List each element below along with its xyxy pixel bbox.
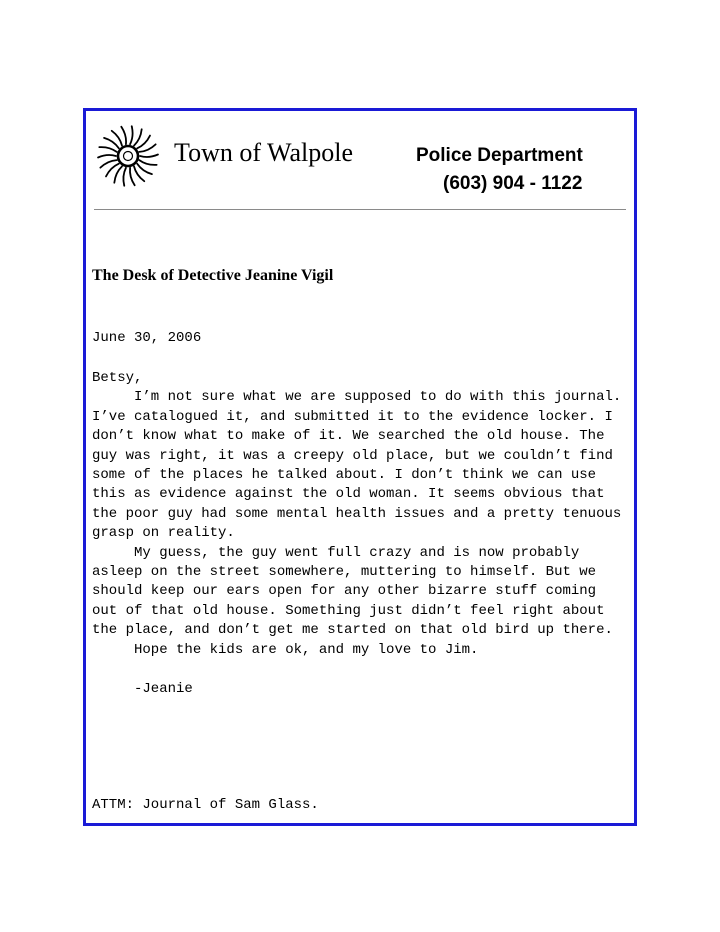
letter-line: I’m not sure what we are supposed to do with this journal. bbox=[92, 389, 622, 406]
letter-line: grasp on reality. bbox=[92, 525, 235, 542]
letter-line: Hope the kids are ok, and my love to Jim. bbox=[92, 641, 479, 658]
letter-body bbox=[92, 369, 621, 660]
header-divider bbox=[94, 209, 626, 210]
letter-line: asleep on the street somewhere, muttering to himself. But we bbox=[92, 564, 597, 581]
letter-line: Betsy, bbox=[92, 370, 143, 386]
letter-line: My guess, the guy went full crazy and is now probably bbox=[92, 544, 580, 561]
letter-date: June 30, 2006 bbox=[92, 330, 202, 346]
letterhead-frame bbox=[83, 108, 637, 826]
letter-line: guy was right, it was a creepy old place, but we couldn’t find bbox=[92, 447, 613, 464]
letter-line: the place, and don’t get me started on that old bird up there. bbox=[92, 622, 613, 639]
sun-icon bbox=[96, 124, 160, 188]
letter-line: out of that old house. Something just didn’t feel right about bbox=[92, 602, 605, 619]
attachment-note: ATTM: Journal of Sam Glass. bbox=[92, 797, 319, 813]
letter-line: don’t know what to make of it. We searched the old house. The bbox=[92, 428, 605, 445]
desk-title: The Desk of Detective Jeanine Vigil bbox=[92, 267, 334, 284]
letter-line: the poor guy had some mental health issues and a pretty tenuous bbox=[92, 505, 622, 522]
department-phone: (603) 904 - 1122 bbox=[443, 173, 583, 194]
town-name: Town of Walpole bbox=[174, 138, 354, 167]
letter-line: some of the places he talked about. I don’t think we can use bbox=[92, 467, 597, 484]
letter-line: I’ve catalogued it, and submitted it to the evidence locker. I bbox=[92, 408, 613, 425]
department-name: Police Department bbox=[416, 145, 583, 166]
letter-line: should keep our ears open for any other bizarre stuff coming bbox=[92, 583, 597, 600]
signature: -Jeanie bbox=[134, 681, 193, 697]
letter-line: this as evidence against the old woman. It seems obvious that bbox=[92, 486, 605, 503]
